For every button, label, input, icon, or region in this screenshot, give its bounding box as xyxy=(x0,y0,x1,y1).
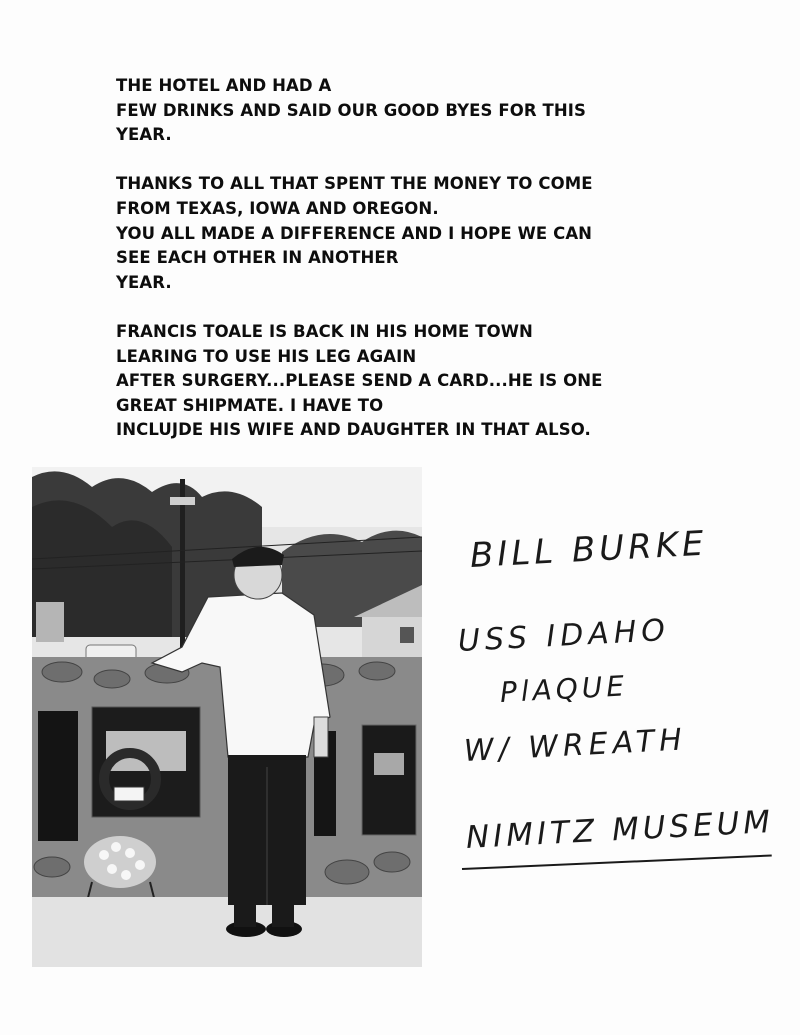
handwritten-ship: USS IDAHO xyxy=(457,612,671,659)
handwritten-underline xyxy=(462,854,772,870)
text-line: AFTER SURGERY...PLEASE SEND A CARD...HE IS ONE xyxy=(116,371,603,391)
handwritten-plaque: PlAQUE xyxy=(499,669,629,709)
paragraph-farewell xyxy=(116,74,716,148)
text-line: SEE EACH OTHER IN ANOTHER xyxy=(116,248,399,268)
paragraph-francis-toale xyxy=(116,320,716,443)
text-line: THANKS TO ALL THAT SPENT THE MONEY TO COME xyxy=(116,174,593,194)
paragraph-thanks xyxy=(116,172,716,295)
photo-illustration xyxy=(32,467,422,967)
text-line: YEAR. xyxy=(116,272,172,292)
photo-veteran-at-memorial xyxy=(32,467,422,967)
text-line: FEW DRINKS AND SAID OUR GOOD BYES FOR THIS xyxy=(116,100,586,120)
handwritten-name: BILL BURKE xyxy=(468,523,709,576)
text-line: THE HOTEL AND HAD A xyxy=(116,76,332,95)
text-line: FROM TEXAS, IOWA AND OREGON. xyxy=(116,198,439,218)
handwritten-museum: NIMITZ MUSEUM xyxy=(465,803,775,856)
text-line: YOU ALL MADE A DIFFERENCE AND I HOPE WE CAN xyxy=(116,223,593,243)
text-line: INCLUJDE HIS WIFE AND DAUGHTER IN THAT ALSO. xyxy=(116,420,591,440)
text-line: LEARING TO USE HIS LEG AGAIN xyxy=(116,346,417,366)
letter-body xyxy=(116,74,716,443)
text-line: GREAT SHIPMATE. I HAVE TO xyxy=(116,395,384,415)
text-line: YEAR. xyxy=(116,125,172,145)
text-line: FRANCIS TOALE IS BACK IN HIS HOME TOWN xyxy=(116,321,533,341)
handwritten-wreath: W/ WREATH xyxy=(463,722,688,769)
